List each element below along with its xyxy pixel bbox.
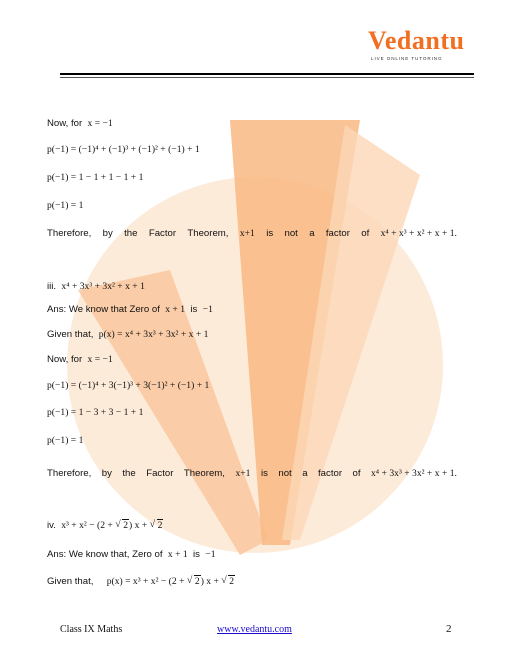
brand-name: Vedantu [368, 26, 465, 55]
given-line-2: Given that, p(x) = x³ + x² − (2 + √ 2) x + √ 2 [47, 576, 235, 588]
eval-line-5: p(−1) = 1 − 3 + 3 − 1 + 1 [47, 407, 144, 418]
sqrt-symbol: √ 2 [221, 576, 235, 588]
conclusion-line-1: Therefore, by the Factor Theorem, x+1 is not a factor of x⁴ + x³ + x² + x + 1. [47, 228, 457, 239]
footer-class-label: Class IX Maths [60, 624, 123, 635]
given-line-1: Given that, p(x) = x⁴ + 3x³ + 3x² + x + 1 [47, 329, 209, 340]
page-number: 2 [446, 623, 452, 635]
brand-logo [368, 28, 468, 61]
sqrt-symbol: √ 2 [150, 520, 164, 532]
eval-line-1: p(−1) = (−1)⁴ + (−1)³ + (−1)² + (−1) + 1 [47, 144, 200, 155]
eval-line-2: p(−1) = 1 − 1 + 1 − 1 + 1 [47, 172, 144, 183]
answer-zero-line-1: Ans: We know that Zero of x + 1 is −1 [47, 304, 213, 315]
eval-line-6: p(−1) = 1 [47, 435, 84, 446]
sqrt-symbol: √ 2 [187, 576, 201, 588]
header-rule-thin [60, 77, 474, 78]
answer-zero-line-2: Ans: We know that, Zero of x + 1 is −1 [47, 549, 216, 560]
sqrt-symbol: √ 2 [115, 520, 129, 532]
eval-line-4: p(−1) = (−1)⁴ + 3(−1)³ + 3(−1)² + (−1) + 1 [47, 380, 210, 391]
conclusion-line-2: Therefore, by the Factor Theorem, x+1 is not a factor of x⁴ + 3x³ + 3x² + x + 1. [47, 468, 457, 479]
footer-website-link[interactable]: www.vedantu.com [217, 624, 292, 635]
header-rule-thick [60, 73, 474, 75]
now-for-line-2: Now, for x = −1 [47, 354, 113, 365]
eval-line-3: p(−1) = 1 [47, 200, 84, 211]
question-iii: iii. x⁴ + 3x³ + 3x² + x + 1 [47, 281, 145, 292]
brand-tagline: LIVE ONLINE TUTORING [371, 56, 443, 61]
question-iv: iv. x³ + x² − (2 + √ 2) x + √ 2 [47, 520, 163, 532]
now-for-line-1: Now, for x = −1 [47, 118, 113, 129]
